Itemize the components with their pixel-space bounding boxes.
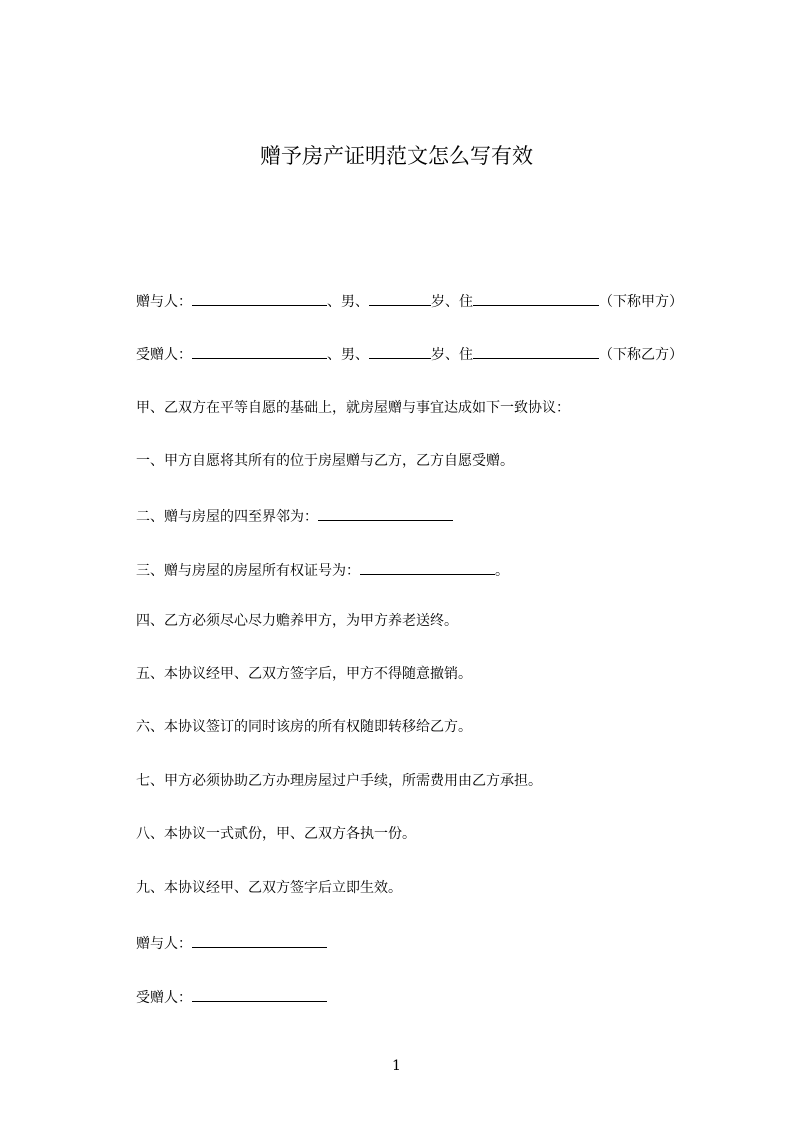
donor-line bbox=[136, 290, 683, 312]
donor-signature-label: 赠与人： bbox=[136, 936, 192, 952]
recipient-suffix: （下称乙方） bbox=[599, 347, 683, 363]
clause-3 bbox=[136, 559, 509, 581]
intro-paragraph: 甲、乙双方在平等自愿的基础上，就房屋赠与事宜达成如下一致协议： bbox=[136, 400, 570, 416]
recipient-signature-line bbox=[136, 986, 327, 1008]
recipient-signature-blank bbox=[192, 986, 327, 1002]
donor-label: 赠与人： bbox=[136, 294, 192, 310]
clause-3-blank bbox=[360, 559, 495, 575]
donor-age-sep: 岁、住 bbox=[431, 294, 473, 310]
donor-name-blank bbox=[192, 290, 327, 306]
clause-2 bbox=[136, 505, 453, 527]
clause-3-label: 三、赠与房屋的房屋所有权证号为： bbox=[136, 563, 360, 579]
recipient-age-blank bbox=[369, 343, 431, 359]
clause-1: 一、甲方自愿将其所有的位于房屋赠与乙方，乙方自愿受赠。 bbox=[136, 453, 514, 469]
recipient-age-sep: 岁、住 bbox=[431, 347, 473, 363]
donor-suffix: （下称甲方） bbox=[599, 294, 683, 310]
clause-9: 九、本协议经甲、乙双方签字后立即生效。 bbox=[136, 880, 402, 896]
document-title: 赠予房产证明范文怎么写有效 bbox=[260, 144, 533, 168]
clause-8: 八、本协议一式贰份，甲、乙双方各执一份。 bbox=[136, 826, 416, 842]
clause-3-end: 。 bbox=[495, 563, 509, 579]
clause-2-label: 二、赠与房屋的四至界邻为： bbox=[136, 509, 318, 525]
recipient-signature-label: 受赠人： bbox=[136, 990, 192, 1006]
clause-2-blank bbox=[318, 505, 453, 521]
recipient-name-blank bbox=[192, 343, 327, 359]
recipient-label: 受赠人： bbox=[136, 347, 192, 363]
page-number: 1 bbox=[392, 1058, 401, 1074]
recipient-line bbox=[136, 343, 683, 365]
clause-7: 七、甲方必须协助乙方办理房屋过户手续，所需费用由乙方承担。 bbox=[136, 773, 542, 789]
clause-4: 四、乙方必须尽心尽力赡养甲方，为甲方养老送终。 bbox=[136, 613, 458, 629]
recipient-address-blank bbox=[473, 343, 599, 359]
clause-5: 五、本协议经甲、乙双方签字后，甲方不得随意撤销。 bbox=[136, 666, 472, 682]
clause-6: 六、本协议签订的同时该房的所有权随即转移给乙方。 bbox=[136, 719, 472, 735]
recipient-sex-sep: 、男、 bbox=[327, 347, 369, 363]
donor-signature-line bbox=[136, 932, 327, 954]
donor-signature-blank bbox=[192, 932, 327, 948]
donor-address-blank bbox=[473, 290, 599, 306]
donor-sex-sep: 、男、 bbox=[327, 294, 369, 310]
donor-age-blank bbox=[369, 290, 431, 306]
